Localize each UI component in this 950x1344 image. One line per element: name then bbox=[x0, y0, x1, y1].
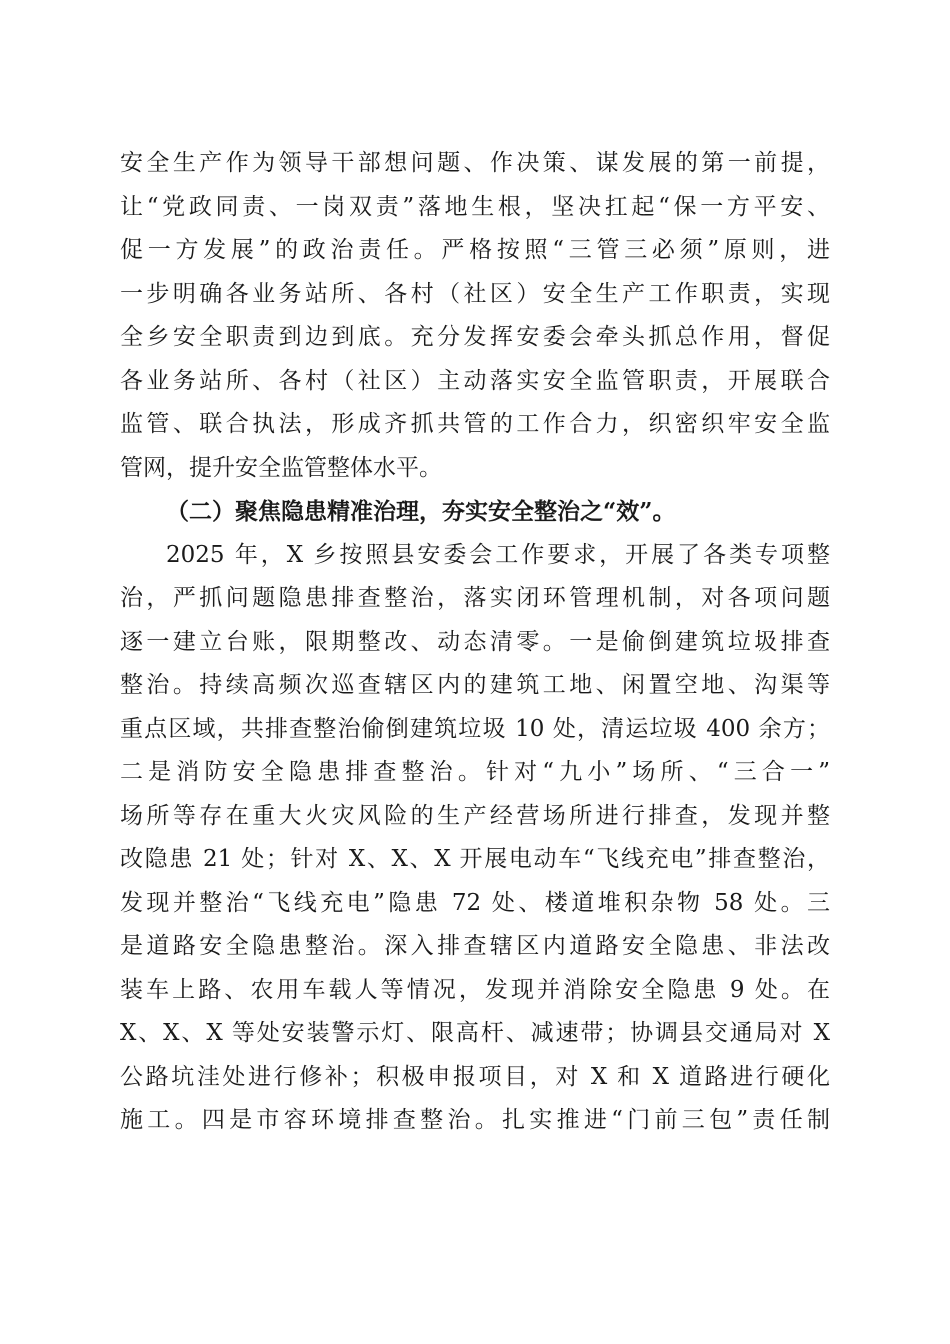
section-heading: （二）聚焦隐患精准治理，夯实安全整治之“效”。 bbox=[166, 498, 676, 525]
paragraph-line: 让“党政同责、一岗双责”落地生根，坚决扛起“保一方平安、 bbox=[120, 193, 830, 220]
paragraph-line: 公路坑洼处进行修补；积极申报项目，对 X 和 X 道路进行硬化 bbox=[120, 1063, 830, 1090]
document-body bbox=[120, 142, 830, 1143]
paragraph-line: 是道路安全隐患整治。深入排查辖区内道路安全隐患、非法改 bbox=[120, 933, 830, 959]
paragraph-line: 一步明确各业务站所、各村（社区）安全生产工作职责，实现 bbox=[120, 280, 830, 307]
paragraph-line: 治，严抓问题隐患排查整治，落实闭环管理机制，对各项问题 bbox=[120, 585, 830, 611]
paragraph-line: 发现并整治“飞线充电”隐患 72 处、楼道堆积杂物 58 处。三 bbox=[120, 889, 830, 916]
paragraph-line: 重点区域，共排查整治偷倒建筑垃圾 10 处，清运垃圾 400 余方； bbox=[120, 715, 830, 742]
paragraph-line: 管网，提升安全监管整体水平。 bbox=[120, 454, 442, 481]
paragraph-line: X、X、X 等处安装警示灯、限高杆、减速带；协调县交通局对 X bbox=[120, 1020, 830, 1046]
paragraph-line: 各业务站所、各村（社区）主动落实安全监管职责，开展联合 bbox=[120, 367, 830, 394]
paragraph-line: 全乡安全职责到边到底。充分发挥安委会牵头抓总作用，督促 bbox=[120, 324, 830, 350]
paragraph-line: 促一方发展”的政治责任。严格按照“三管三必须”原则，进 bbox=[120, 237, 830, 263]
paragraph-line: 监管、联合执法，形成齐抓共管的工作合力，织密织牢安全监 bbox=[120, 411, 830, 437]
paragraph-line: 场所等存在重大火灾风险的生产经营场所进行排查，发现并整 bbox=[120, 802, 830, 829]
paragraph-line: 逐一建立台账，限期整改、动态清零。一是偷倒建筑垃圾排查 bbox=[120, 628, 830, 655]
paragraph-line: 2025 年，X 乡按照县安委会工作要求，开展了各类专项整 bbox=[166, 541, 830, 568]
paragraph-line: 改隐患 21 处；针对 X、X、X 开展电动车“飞线充电”排查整治， bbox=[120, 846, 830, 872]
paragraph-line: 施工。四是市容环境排查整治。扎实推进“门前三包”责任制 bbox=[120, 1107, 830, 1133]
paragraph-line: 安全生产作为领导干部想问题、作决策、谋发展的第一前提， bbox=[120, 150, 830, 176]
paragraph-line: 整治。持续高频次巡查辖区内的建筑工地、闲置空地、沟渠等 bbox=[120, 672, 830, 698]
paragraph-line: 装车上路、农用车载人等情况，发现并消除安全隐患 9 处。在 bbox=[120, 976, 830, 1003]
paragraph-line: 二是消防安全隐患排查整治。针对“九小”场所、“三合一” bbox=[120, 759, 830, 785]
